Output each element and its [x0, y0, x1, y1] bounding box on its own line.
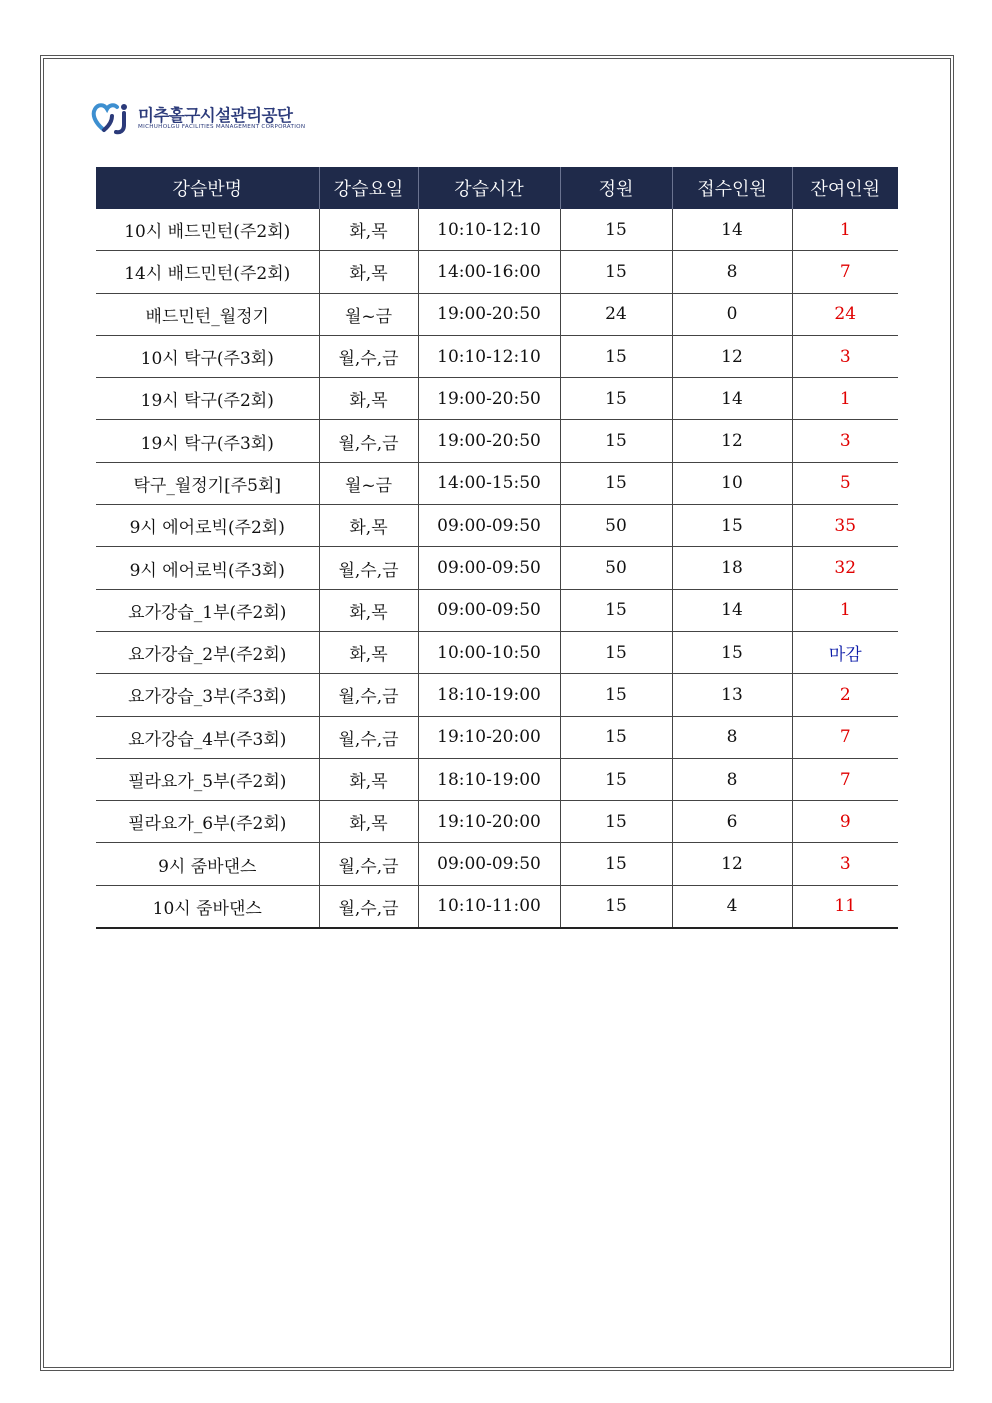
- cell-remaining-closed: 마감: [792, 631, 898, 673]
- cell-time: 18:10-19:00: [418, 758, 560, 800]
- table-row: [96, 716, 898, 758]
- header-remaining: 잔여인원: [792, 167, 898, 209]
- cell-capacity: 15: [560, 335, 672, 377]
- cell-time: 10:10-12:10: [418, 209, 560, 251]
- cell-capacity: 15: [560, 378, 672, 420]
- table-row: [96, 801, 898, 843]
- cell-registered: 10: [672, 462, 792, 504]
- cell-registered: 12: [672, 335, 792, 377]
- cell-time: 09:00-09:50: [418, 843, 560, 885]
- cell-capacity: 50: [560, 547, 672, 589]
- table-row: [96, 843, 898, 885]
- cell-registered: 8: [672, 251, 792, 293]
- cell-time: 14:00-16:00: [418, 251, 560, 293]
- cell-remaining: 1: [792, 209, 898, 251]
- cell-days: 월~금: [319, 462, 418, 504]
- table-row: [96, 631, 898, 673]
- cell-days: 월,수,금: [319, 335, 418, 377]
- cell-capacity: 15: [560, 251, 672, 293]
- table-row: [96, 589, 898, 631]
- cell-time: 19:00-20:50: [418, 378, 560, 420]
- table-row: [96, 335, 898, 377]
- cell-capacity: 15: [560, 209, 672, 251]
- cell-class-name: 요가강습_2부(주2회): [96, 631, 319, 673]
- cell-class-name: 요가강습_4부(주3회): [96, 716, 319, 758]
- cell-registered: 15: [672, 505, 792, 547]
- cell-time: 10:10-11:00: [418, 885, 560, 928]
- cell-remaining: 11: [792, 885, 898, 928]
- cell-time: 09:00-09:50: [418, 589, 560, 631]
- cell-days: 화,목: [319, 378, 418, 420]
- cell-time: 10:10-12:10: [418, 335, 560, 377]
- table-row: [96, 251, 898, 293]
- cell-class-name: 필라요가_5부(주2회): [96, 758, 319, 800]
- table-row: [96, 885, 898, 928]
- cell-capacity: 24: [560, 293, 672, 335]
- table-row: [96, 505, 898, 547]
- cell-capacity: 15: [560, 843, 672, 885]
- cell-days: 화,목: [319, 801, 418, 843]
- cell-registered: 4: [672, 885, 792, 928]
- cell-class-name: 배드민턴_월정기: [96, 293, 319, 335]
- cell-days: 월,수,금: [319, 547, 418, 589]
- cell-remaining: 3: [792, 420, 898, 462]
- cell-registered: 8: [672, 758, 792, 800]
- cell-days: 화,목: [319, 251, 418, 293]
- header-class-name: 강습반명: [96, 167, 319, 209]
- cell-remaining: 9: [792, 801, 898, 843]
- cell-class-name: 10시 배드민턴(주2회): [124, 222, 291, 243]
- cell-days: 월~금: [319, 293, 418, 335]
- table-row: [96, 758, 898, 800]
- cell-remaining: 7: [792, 251, 898, 293]
- cell-time: 09:00-09:50: [418, 505, 560, 547]
- cell-registered: 12: [672, 843, 792, 885]
- cell-registered: 14: [672, 209, 792, 251]
- table-row: [96, 293, 898, 335]
- cell-class-name: 19시 탁구(주3회): [96, 420, 319, 462]
- table-row: [96, 420, 898, 462]
- table-row: [96, 209, 898, 251]
- cell-capacity: 15: [560, 420, 672, 462]
- cell-days: 월,수,금: [319, 885, 418, 928]
- cell-days: 화,목: [319, 505, 418, 547]
- header-time: 강습시간: [418, 167, 560, 209]
- cell-remaining: 35: [792, 505, 898, 547]
- cell-time: 19:00-20:50: [418, 293, 560, 335]
- cell-class-name: 10시 탁구(주3회): [96, 335, 319, 377]
- cell-class-name: 19시 탁구(주2회): [96, 378, 319, 420]
- cell-days: 월,수,금: [319, 420, 418, 462]
- cell-remaining: 1: [792, 589, 898, 631]
- org-logo: [90, 100, 310, 140]
- cell-registered: 13: [672, 674, 792, 716]
- cell-days: 화,목: [319, 758, 418, 800]
- cell-capacity: 15: [560, 631, 672, 673]
- cell-time: 18:10-19:00: [418, 674, 560, 716]
- table-row: [96, 547, 898, 589]
- cell-capacity: 50: [560, 505, 672, 547]
- cell-remaining: 1: [792, 378, 898, 420]
- cell-remaining: 7: [792, 716, 898, 758]
- cell-remaining: 32: [792, 547, 898, 589]
- cell-capacity: 15: [560, 462, 672, 504]
- cell-time: 19:10-20:00: [418, 716, 560, 758]
- cell-time: 19:00-20:50: [418, 420, 560, 462]
- cell-days: 화,목: [319, 589, 418, 631]
- header-days: 강습요일: [319, 167, 418, 209]
- heart-mi-logo-icon: [90, 100, 134, 136]
- cell-class-name: 필라요가_6부(주2회): [96, 801, 319, 843]
- cell-capacity: 15: [560, 801, 672, 843]
- cell-days: 화,목: [319, 209, 418, 251]
- cell-registered: 0: [672, 293, 792, 335]
- cell-capacity: 15: [560, 716, 672, 758]
- cell-days: 월,수,금: [319, 843, 418, 885]
- cell-days: 화,목: [319, 631, 418, 673]
- header-capacity: 정원: [560, 167, 672, 209]
- cell-capacity: 15: [560, 589, 672, 631]
- cell-registered: 18: [672, 547, 792, 589]
- table-row: [96, 462, 898, 504]
- cell-capacity: 15: [560, 674, 672, 716]
- cell-registered: 8: [672, 716, 792, 758]
- cell-class-name: 10시 줌바댄스: [96, 885, 319, 928]
- cell-class-name: 9시 에어로빅(주2회): [96, 505, 319, 547]
- cell-class-name: 14시 배드민턴(주2회): [96, 251, 319, 293]
- cell-time: 19:10-20:00: [418, 801, 560, 843]
- cell-registered: 12: [672, 420, 792, 462]
- cell-class-name: 9시 에어로빅(주3회): [96, 547, 319, 589]
- cell-class-name: 요가강습_1부(주2회): [96, 589, 319, 631]
- table-row: [96, 378, 898, 420]
- cell-class-name: 9시 줌바댄스: [96, 843, 319, 885]
- org-name-en: MICHUHOLGU FACILITIES MANAGEMENT CORPORATION: [138, 124, 306, 130]
- cell-remaining: 24: [792, 293, 898, 335]
- cell-time: 10:00-10:50: [418, 631, 560, 673]
- cell-remaining: 3: [792, 335, 898, 377]
- cell-registered: 15: [672, 631, 792, 673]
- table-header-row: [96, 167, 898, 209]
- org-name: 미추홀구시설관리공단: [138, 106, 293, 125]
- header-registered: 접수인원: [672, 167, 792, 209]
- cell-class-name: 탁구_월정기[주5회]: [96, 462, 319, 504]
- cell-remaining: 3: [792, 843, 898, 885]
- cell-class-name: 요가강습_3부(주3회): [96, 674, 319, 716]
- cell-time: 14:00-15:50: [418, 462, 560, 504]
- cell-registered: 14: [672, 378, 792, 420]
- cell-days: 월,수,금: [319, 674, 418, 716]
- cell-days: 월,수,금: [319, 716, 418, 758]
- class-schedule-table: [96, 167, 898, 929]
- cell-registered: 14: [672, 589, 792, 631]
- cell-remaining: 5: [792, 462, 898, 504]
- table-row: [96, 674, 898, 716]
- cell-capacity: 15: [560, 758, 672, 800]
- cell-time: 09:00-09:50: [418, 547, 560, 589]
- cell-registered: 6: [672, 801, 792, 843]
- cell-remaining: 7: [792, 758, 898, 800]
- cell-capacity: 15: [560, 885, 672, 928]
- cell-remaining: 2: [792, 674, 898, 716]
